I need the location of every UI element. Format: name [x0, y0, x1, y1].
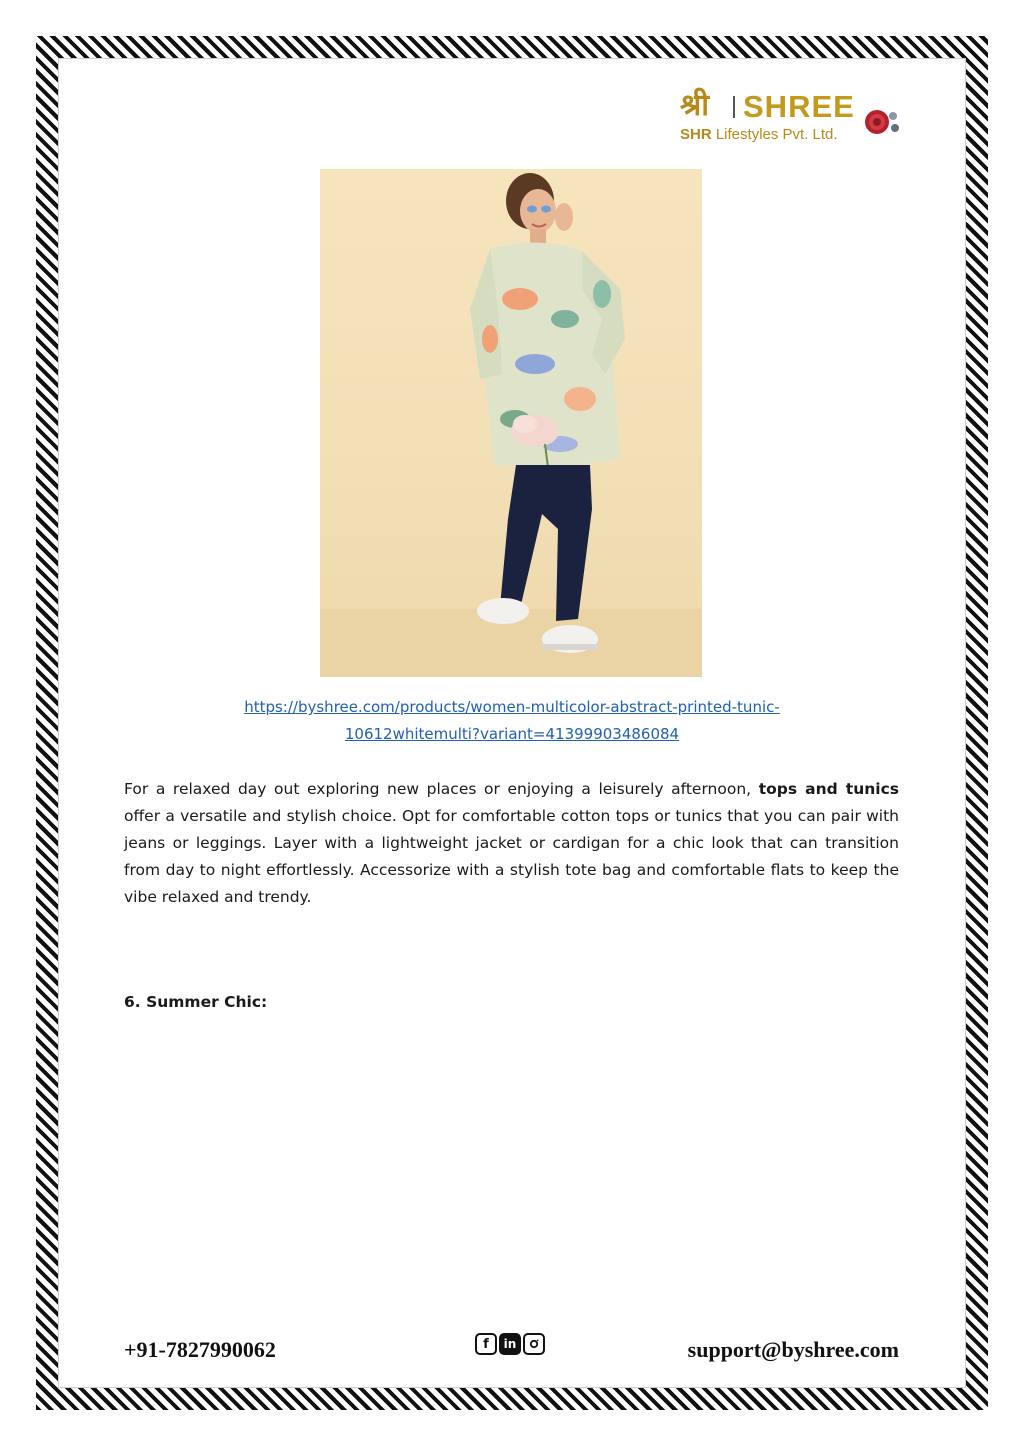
- footer-phone: +91-7827990062: [124, 1337, 276, 1362]
- logo-separator: [733, 96, 735, 118]
- body-paragraph: [124, 776, 899, 911]
- logo-company-bold: SHR: [680, 126, 712, 143]
- footer-email[interactable]: support@byshree.com: [687, 1337, 899, 1362]
- social-links: [475, 1333, 545, 1355]
- model-illustration: [320, 169, 702, 677]
- facebook-icon[interactable]: f: [475, 1333, 497, 1355]
- body-paragraph-bold: tops and tunics: [758, 780, 899, 798]
- body-paragraph-part-1: For a relaxed day out exploring new places or enjoying a leisurely afternoon,: [124, 780, 759, 798]
- body-paragraph-part-2: offer a versatile and stylish choice. Opt for comfortable cotton tops or tunics that you can pair with jeans or leggings. Layer with a lightweight jacket or cardigan for a chic look that can transition from day to night effortlessly. Accessorize with a stylish tote bag and comfortable flats to keep the vibe relaxed and trendy.: [124, 807, 899, 906]
- logo-devanagari-text: श्री: [680, 88, 710, 123]
- product-url-line-1: https://byshree.com/products/women-multicolor-abstract-printed-tunic-: [244, 698, 780, 716]
- product-photo: [320, 169, 702, 677]
- rose-logo-icon: [862, 104, 906, 140]
- instagram-icon[interactable]: [523, 1333, 545, 1355]
- product-url-link[interactable]: [120, 694, 904, 748]
- instagram-glyph: [528, 1338, 540, 1350]
- logo-brand-name: SHREE: [743, 89, 855, 124]
- brand-logo: [676, 88, 908, 150]
- linkedin-icon[interactable]: in: [499, 1333, 521, 1355]
- product-url-line-2: 10612whitemulti?variant=41399903486084: [344, 725, 680, 743]
- logo-company-rest: Lifestyles Pvt. Ltd.: [711, 126, 838, 143]
- section-heading: 6. Summer Chic:: [124, 993, 268, 1011]
- logo-company-name: [680, 126, 838, 143]
